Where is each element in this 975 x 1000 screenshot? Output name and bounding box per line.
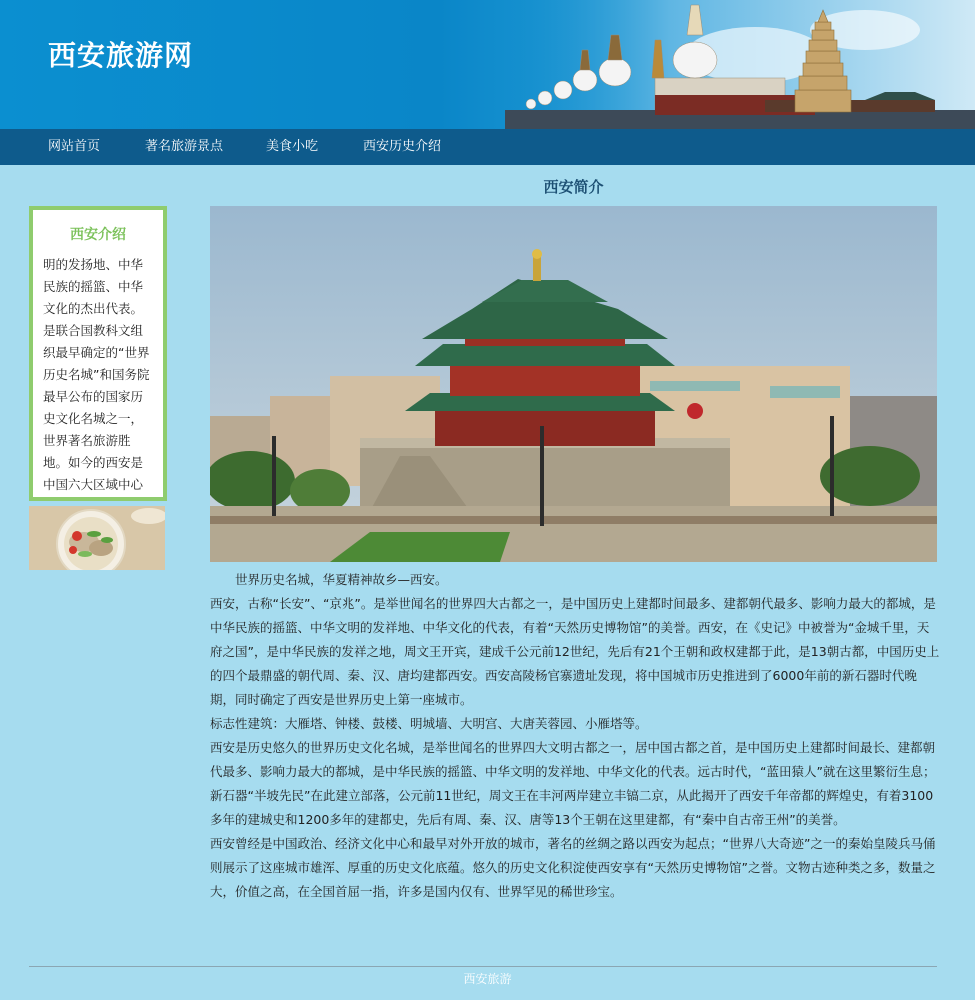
sidebar-title: 西安介绍	[70, 227, 126, 243]
site-footer: 西安旅游	[463, 972, 512, 986]
article-paragraph: 西安曾经是中国政治、经济文化中心和最早对外开放的城市，著名的丝绸之路以西安为起点；“世界八大奇迹”之一的秦始皇陵兵马俑则展示了这座城市雄浑、厚重的历史文化底蕴。悠久的历史文化积淀使西安享有“天然历史博物馆”之誉。文物古迹种类之多，数量之大，价值之高，在全国首屈一指，许多是国内仅有、世界罕见的稀世珍宝。	[210, 836, 936, 899]
nav-item-home[interactable]: 网站首页	[48, 139, 101, 154]
nav-item-history[interactable]: 西安历史介绍	[363, 139, 442, 154]
sidebar-intro-box[interactable]	[29, 206, 167, 501]
footer-divider	[29, 966, 937, 967]
nav-item-food[interactable]: 美食小吃	[266, 139, 319, 154]
banner-image	[505, 0, 975, 129]
food-thumbnail[interactable]	[29, 506, 165, 570]
article-paragraph: 西安，古称“长安”、“京兆”。是举世闻名的世界四大古都之一，是中国历史上建都时间最多、建都朝代最多、影响力最大的都城，是中华民族的摇篮、中华文明的发祥地、中华文化的代表，有着“天然历史博物馆”的美誉。西安，在《史记》中被誉为“金城千里，天府之国”，是中华民族的发祥之地，周文王开宾，建成千公元前12世纪，先后有21个王朝和政权建都于此，是13朝古都，中国历史上的四个最鼎盛的朝代周、秦、汉、唐均建都西安。西安高陵杨官寨遗址发现，将中国城市历史推进到了6000年前的新石器时代晚期，同时确定了西安是世界历史上第一座城市。	[210, 596, 940, 707]
site-header	[0, 0, 975, 129]
page-title: 西安简介	[543, 178, 604, 196]
bell-tower-photo	[210, 206, 937, 562]
main-nav	[0, 129, 975, 165]
article-body	[210, 568, 940, 904]
sidebar-scroll-text: 明的发扬地、中华民族的摇篮、中华文化的杰出代表。是联合国教科文组织最早确定的“世界历史名城”和国务院最早公布的国家历史文化名城之一，世界著名旅游胜地。如今的西安是中国六大区域中心	[43, 257, 150, 492]
nav-item-attractions[interactable]: 著名旅游景点	[145, 139, 224, 154]
article-paragraph: 世界历史名城，华夏精神故乡—西安。	[235, 572, 448, 587]
article-paragraph: 标志性建筑：大雁塔、钟楼、鼓楼、明城墙、大明宫、大唐芙蓉园、小雁塔等。	[210, 716, 648, 731]
article-paragraph: 西安是历史悠久的世界历史文化名城，是举世闻名的世界四大文明古都之一，居中国古都之首，是中国历史上建都时间最长、建都朝代最多、影响力最大的都城，是中华民族的摇篮、中华文明的发祥地、中华文化的代表。远古时代，“蓝田猿人”就在这里繁衍生息；新石器“半坡先民”在此建立部落，公元前11世纪，周文王在丰河两岸建立丰镐二京，从此揭开了西安千年帝都的辉煌史，有着3100多年的建城史和1200多年的建都史，先后有周、秦、汉、唐等13个王朝在这里建都，有“秦中自古帝王州”的美誉。	[210, 740, 936, 827]
site-logo[interactable]: 西安旅游网	[48, 39, 194, 72]
